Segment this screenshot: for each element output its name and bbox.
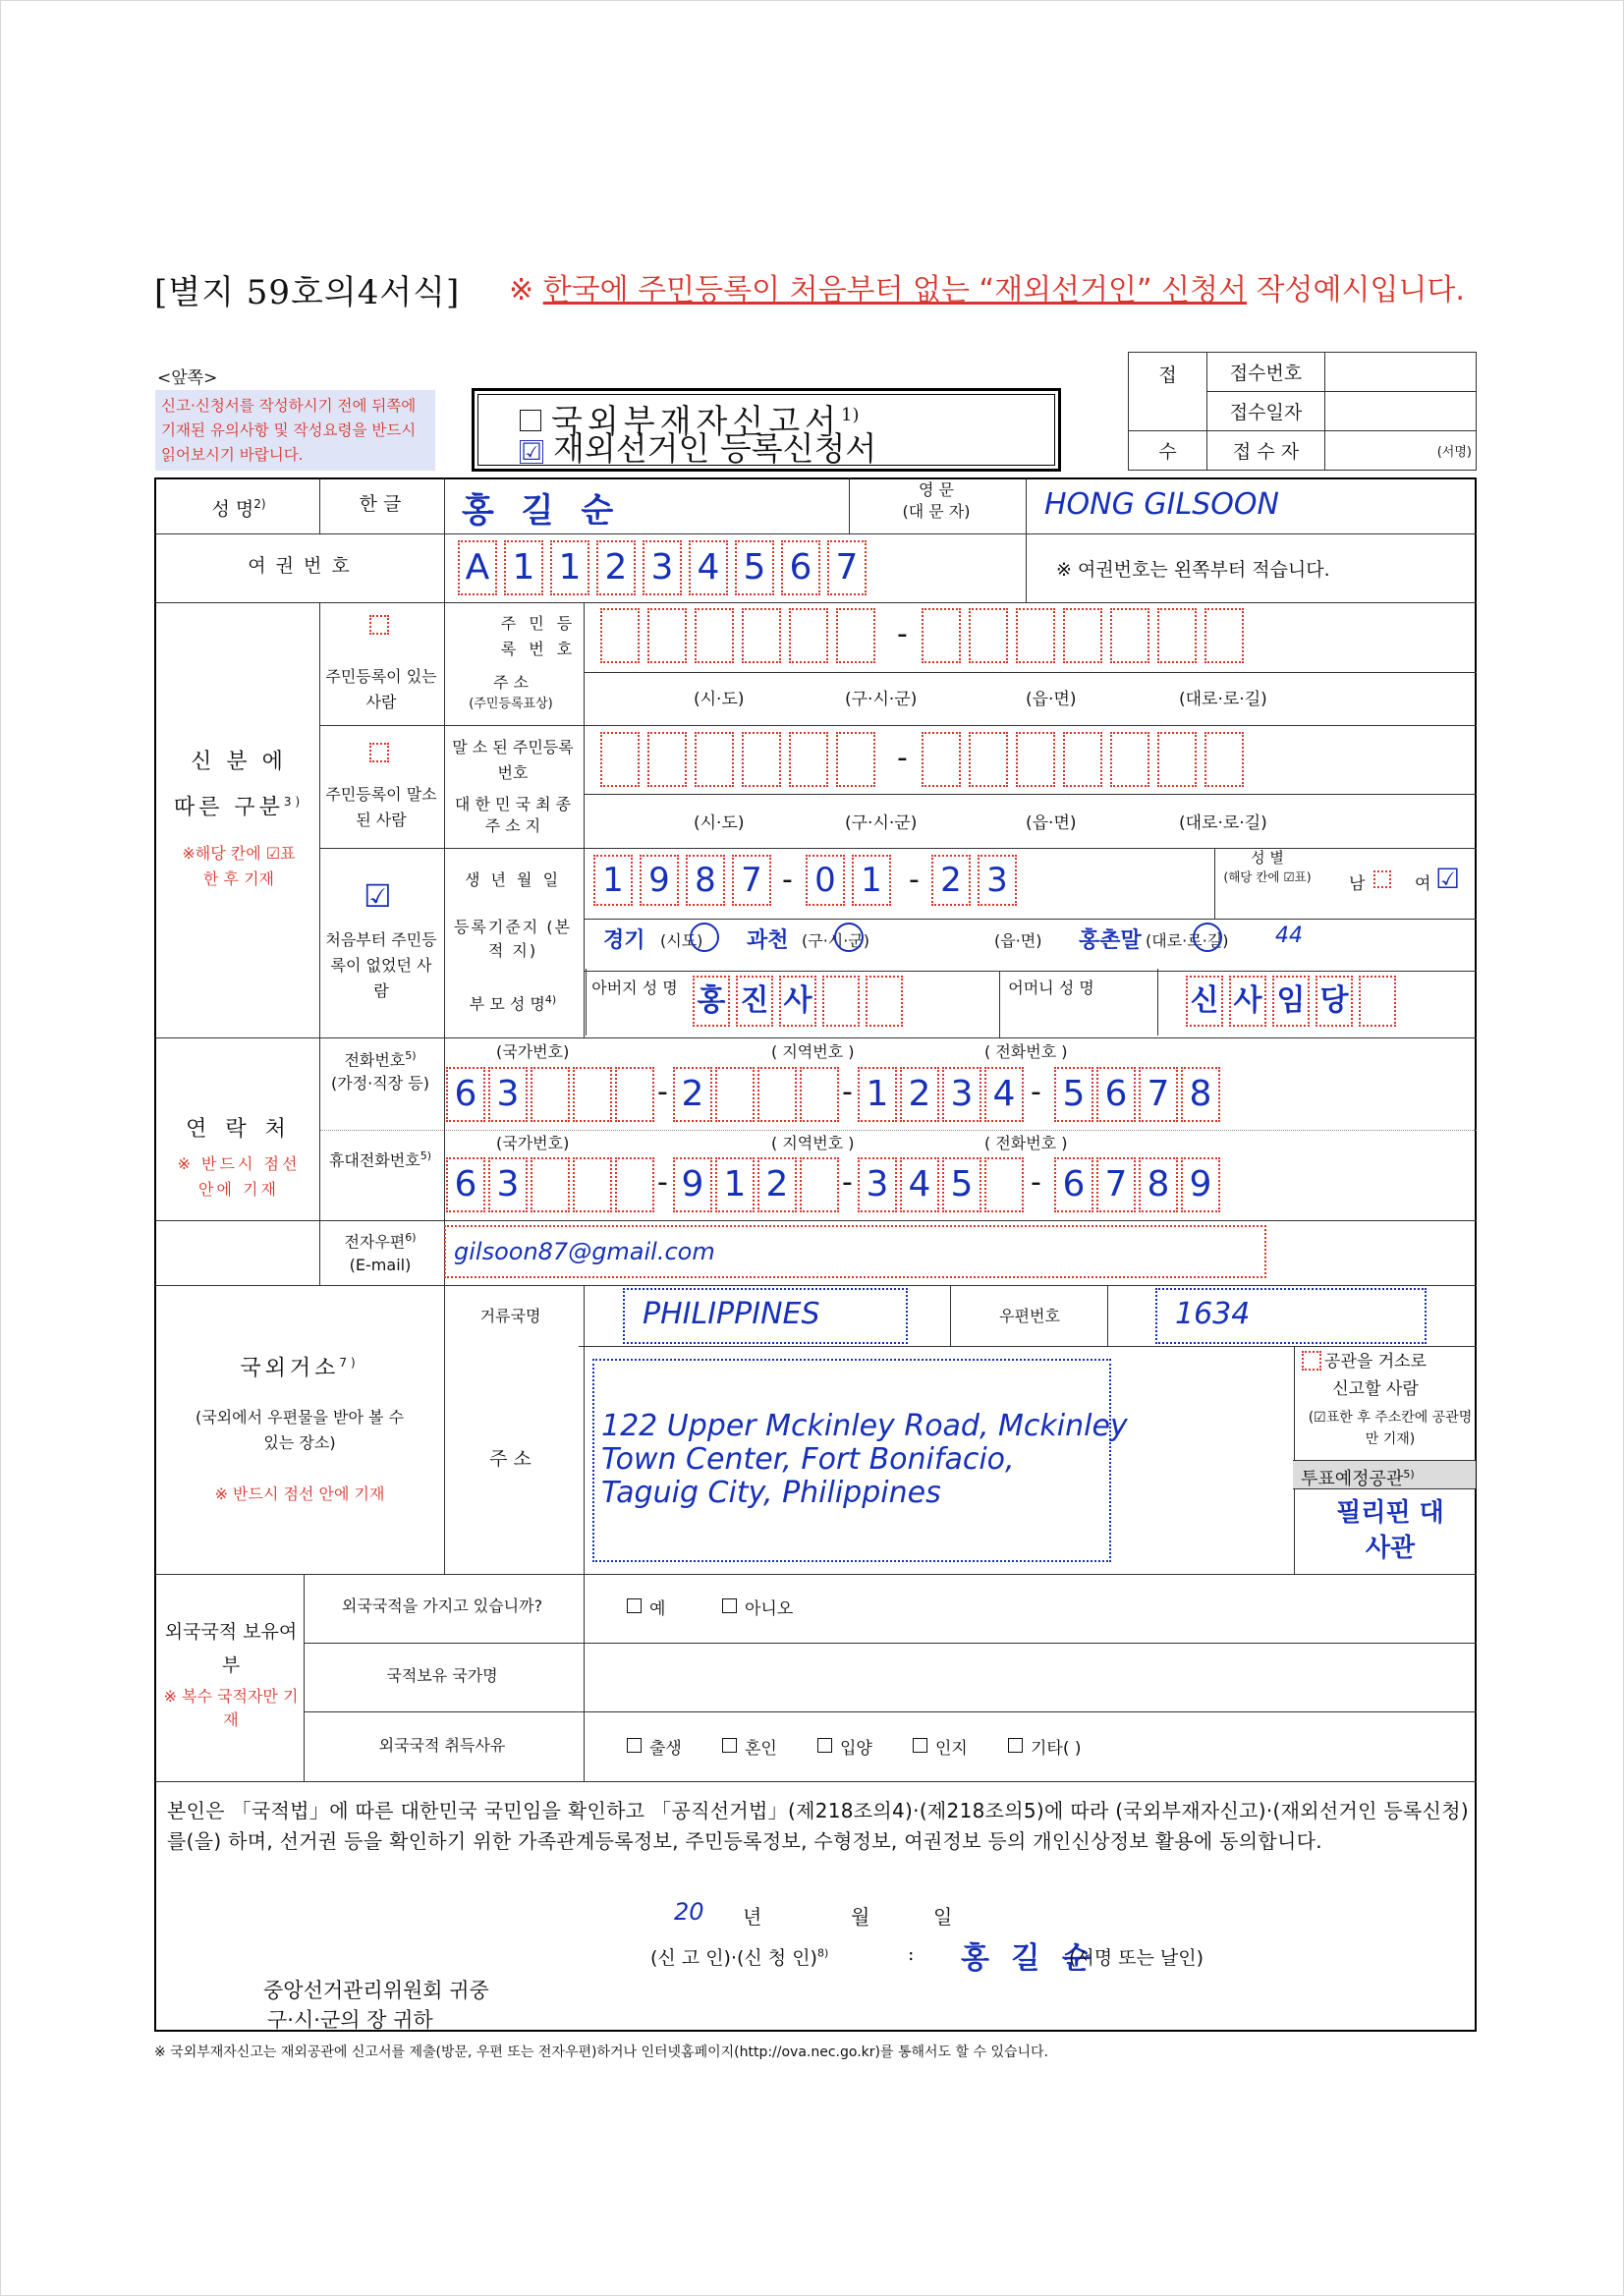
mobile-country-box[interactable]: 6 xyxy=(446,1157,485,1212)
mother-char-box[interactable]: 사 xyxy=(1229,976,1266,1027)
cancelled-label: 주민등록이 말소된 사람 xyxy=(325,785,437,829)
abroad-label xyxy=(157,1350,442,1381)
origin-label: 등록기준지 (본 적 지) xyxy=(453,918,573,960)
abroad-address-line1: 122 Upper Mckinley Road, Mckinley xyxy=(601,1409,1128,1443)
foreign-reason-label: 혼인 xyxy=(745,1739,777,1759)
passport-char-box[interactable]: 4 xyxy=(689,540,728,595)
abroad-address-line3: Taguig City, Philippines xyxy=(601,1476,941,1510)
passport-label: 여 권 번 호 xyxy=(248,555,352,577)
receipt-no-label: 접수번호 xyxy=(1207,353,1325,392)
email-label-text: 전자우편 xyxy=(344,1232,406,1252)
father-char-box[interactable]: 진 xyxy=(736,976,773,1027)
foreign-reason-label: 인지 xyxy=(935,1739,968,1759)
form-number: [별지 59호의4서식] xyxy=(154,273,461,312)
has-registration-checkbox[interactable] xyxy=(369,615,389,635)
passport-char-box[interactable]: A xyxy=(458,540,497,595)
mobile-no1-box[interactable] xyxy=(984,1157,1024,1212)
passport-char-box[interactable]: 2 xyxy=(596,540,636,595)
phone-no2-box[interactable]: 7 xyxy=(1139,1067,1178,1122)
foreign-nationality-hint: ※ 복수 국적자만 기재 xyxy=(163,1687,299,1729)
parents-label-text: 부 모 성 명 xyxy=(469,994,545,1014)
phone-no2-box[interactable]: 5 xyxy=(1054,1067,1093,1122)
sex-male-label: 남 xyxy=(1349,874,1366,894)
mobile-no1-box[interactable]: 4 xyxy=(900,1157,939,1212)
phone-country-box[interactable] xyxy=(573,1067,612,1122)
origin-ro-circle xyxy=(1193,923,1222,952)
example-note xyxy=(509,265,1465,308)
sex-female-checkbox[interactable]: ☑ xyxy=(1435,863,1461,895)
abroad-address-value[interactable] xyxy=(601,1410,1128,1510)
passport-char-box[interactable]: 3 xyxy=(643,540,682,595)
zip-value[interactable]: 1634 xyxy=(1175,1297,1251,1331)
decl-signer-label-text: (신 고 인)·(신 청 인) xyxy=(650,1947,817,1969)
identity-label-line1: 신 분 에 xyxy=(191,750,287,774)
phone-no2-box[interactable]: 8 xyxy=(1181,1067,1220,1122)
residence-country-value[interactable]: PHILIPPINES xyxy=(643,1297,820,1331)
cancelled-digit-box[interactable] xyxy=(1157,732,1197,787)
decl-day-label: 일 xyxy=(933,1905,953,1929)
origin-sido-suffix: (시도) xyxy=(660,931,703,950)
sex-label xyxy=(1218,847,1316,886)
resident-dash: - xyxy=(897,617,908,651)
phone-no2-box[interactable]: 6 xyxy=(1096,1067,1136,1122)
checkbox-empty-icon[interactable] xyxy=(722,1598,737,1613)
dob-year-box[interactable]: 7 xyxy=(732,855,771,906)
phone-label-sub: (가정·직장 등) xyxy=(331,1074,429,1093)
receipt-receiver-label: 접 수 자 xyxy=(1207,431,1325,471)
phone-dash-1: - xyxy=(657,1075,668,1109)
phone-area-box[interactable] xyxy=(757,1067,797,1122)
never-registered-label: 처음부터 주민등록이 없었던 사람 xyxy=(325,930,437,1000)
father-label: 아버지 성 명 xyxy=(591,979,678,997)
mobile-number-label: ( 전화번호 ) xyxy=(984,1134,1068,1152)
name-english-label-text: 영 문 xyxy=(919,480,954,499)
cancelled-digit-box[interactable] xyxy=(922,732,961,787)
phone-dash-2: - xyxy=(842,1075,853,1109)
passport-char-box[interactable]: 1 xyxy=(550,540,589,595)
passport-char-box[interactable]: 5 xyxy=(735,540,774,595)
mother-divider xyxy=(1157,969,1158,1036)
checkbox-empty-icon[interactable] xyxy=(520,410,541,431)
title-overseas-label: 재외선거인 등록신청서 xyxy=(553,429,877,468)
origin-eup: (읍·면) xyxy=(994,931,1042,950)
receipt-date-label: 접수일자 xyxy=(1207,392,1325,431)
resident-digit-box[interactable] xyxy=(600,608,640,663)
sex-female-label: 여 xyxy=(1415,874,1431,894)
mother-label: 어머니 성 명 xyxy=(1008,979,1094,997)
resident-digit-box[interactable] xyxy=(1063,608,1102,663)
title-absentee-label: 국외부재자신고서 xyxy=(551,402,842,440)
resident-digit-box[interactable] xyxy=(742,608,781,663)
cancelled-digit-box[interactable] xyxy=(789,732,828,787)
dob-year-box[interactable]: 8 xyxy=(686,855,725,906)
embassy-hint: (☑표한 후 주소칸에 공관명만 기재) xyxy=(1308,1410,1473,1447)
name-english-value[interactable]: HONG GILSOON xyxy=(1044,487,1279,522)
name-footnote: 2) xyxy=(253,497,266,511)
receipt-sign-label: (서명) xyxy=(1325,431,1477,471)
checkbox-empty-icon[interactable] xyxy=(817,1738,832,1753)
cancelled-dash: - xyxy=(897,741,908,775)
phone-number-label: ( 전화번호 ) xyxy=(984,1042,1068,1061)
identity-label xyxy=(157,743,320,827)
last-address-sido: (시·도) xyxy=(694,813,745,833)
resident-digit-box[interactable] xyxy=(1110,608,1149,663)
phone-footnote: 5) xyxy=(405,1049,417,1062)
foreign-reason-label: 입양 xyxy=(840,1739,872,1759)
cancelled-digit-box[interactable] xyxy=(1063,732,1102,787)
vote-embassy-value[interactable]: 필리핀 대사관 xyxy=(1336,1498,1444,1563)
never-registered-checkbox[interactable]: ☑ xyxy=(364,877,392,915)
mother-char-box[interactable]: 임 xyxy=(1272,976,1310,1027)
dob-day-box[interactable]: 3 xyxy=(978,855,1017,906)
identity-label-line2: 따른 구분 xyxy=(173,795,284,820)
name-label xyxy=(157,491,320,522)
mobile-country-box[interactable] xyxy=(531,1157,570,1212)
foreign-no-label: 아니오 xyxy=(745,1599,794,1619)
email-value[interactable]: gilsoon87@gmail.com xyxy=(444,1225,1266,1278)
foreign-q1: 외국국적을 가지고 있습니까? xyxy=(341,1596,543,1615)
dob-day-box[interactable]: 2 xyxy=(931,855,971,906)
identity-footnote: 3) xyxy=(283,795,305,809)
phone-country-box[interactable] xyxy=(615,1067,654,1122)
title-footnote: 1) xyxy=(841,405,860,425)
phone-country-box[interactable] xyxy=(531,1067,570,1122)
checkbox-empty-icon[interactable] xyxy=(627,1738,642,1753)
resident-digit-box[interactable] xyxy=(695,608,734,663)
identity-hint-line2: 한 후 기재 xyxy=(203,869,274,888)
father-char-box[interactable]: 사 xyxy=(779,976,816,1027)
title-option-overseas[interactable] xyxy=(520,429,877,468)
phone-no1-box[interactable]: 2 xyxy=(900,1067,939,1122)
email-label xyxy=(318,1226,442,1277)
decl-year[interactable]: 20 xyxy=(674,1898,704,1926)
origin-gun-circle xyxy=(834,923,864,952)
declaration-text: 본인은 「국적법」에 따른 대한민국 국민임을 확인하고 「공직선거법」(제218조의4)·(제218조의5)에 따라 (국외부재자신고)·(재외선거인 등록신청)를(을) 하며, 선거권 등을 확인하기 위한 가족관계등록정보, 주민등록정보, 수형정보, 여권정보 등의 개인신상정보 활용에 동의합니다. xyxy=(167,1799,1469,1853)
mobile-dash-1: - xyxy=(657,1165,668,1200)
mobile-label xyxy=(318,1145,442,1172)
mobile-area-box[interactable]: 1 xyxy=(715,1157,755,1212)
last-address-eupmyeon: (읍·면) xyxy=(1026,813,1077,833)
cancelled-digit-box[interactable] xyxy=(742,732,781,787)
foreign-country-value[interactable] xyxy=(589,1641,1474,1709)
mobile-country-box[interactable]: 3 xyxy=(488,1157,528,1212)
dob-label: 생 년 월 일 xyxy=(464,870,562,889)
name-english-sub: (대 문 자) xyxy=(902,502,971,521)
abroad-label-text: 국외거소 xyxy=(240,1356,340,1381)
abroad-address-label: 주 소 xyxy=(489,1448,532,1470)
foreign-no-option[interactable] xyxy=(722,1595,793,1619)
decl-signer-footnote: 8) xyxy=(816,1946,829,1960)
phone-country-box[interactable]: 6 xyxy=(446,1067,485,1122)
phone-no1-box[interactable]: 4 xyxy=(984,1067,1024,1122)
address-gusigun: (구·시·군) xyxy=(845,690,918,709)
addressee-line2: 구·시·군의 장 귀하 xyxy=(267,2008,433,2032)
abroad-address-line2: Town Center, Fort Bonifacio, xyxy=(601,1442,1015,1477)
foreign-reason-option[interactable] xyxy=(627,1734,682,1759)
mobile-label-text: 휴대전화번호 xyxy=(328,1150,420,1170)
mobile-area-code-label: ( 지역번호 ) xyxy=(771,1134,855,1152)
phone-country-code-label: (국가번호) xyxy=(496,1042,570,1061)
foreign-reason-option[interactable] xyxy=(1008,1734,1082,1759)
cancelled-digit-box[interactable] xyxy=(1110,732,1149,787)
phone-country-box[interactable]: 3 xyxy=(488,1067,528,1122)
cancelled-digit-box[interactable] xyxy=(647,732,687,787)
form-title-box xyxy=(472,388,1061,472)
example-note-prefix: ※ xyxy=(509,273,543,308)
mobile-country-code-label: (국가번호) xyxy=(496,1134,570,1152)
foreign-reason-option[interactable] xyxy=(817,1734,872,1759)
decl-signer-value[interactable]: 홍 길 순 xyxy=(961,1941,1096,1976)
residence-country-label: 거류국명 xyxy=(479,1307,541,1325)
dob-dash-2: - xyxy=(909,863,920,897)
origin-sido-circle xyxy=(690,923,719,952)
name-english-label xyxy=(848,479,1025,523)
footnote: ※ 국외부재자신고는 재외공관에 신고서를 제출(방문, 우편 또는 전자우편)하거나 인터넷홈페이지(http://ova.nec.go.kr)를 통해서도 할 수 있습니다. xyxy=(154,2044,1048,2060)
cancelled-digit-box[interactable] xyxy=(1204,732,1244,787)
abroad-sub: (국외에서 우편물을 받아 볼 수 있는 장소) xyxy=(195,1408,405,1452)
foreign-yes-option[interactable] xyxy=(627,1595,665,1619)
mobile-no2-box[interactable]: 9 xyxy=(1181,1157,1220,1212)
mobile-no2-box[interactable]: 6 xyxy=(1054,1157,1093,1212)
origin-ro[interactable]: 홍촌말 xyxy=(1079,928,1142,953)
address-label-sub: (주민등록표상) xyxy=(469,697,553,711)
cancelled-number-label: 말 소 된 주민등록번호 xyxy=(452,738,574,782)
mobile-country-box[interactable] xyxy=(573,1157,612,1212)
mobile-area-box[interactable]: 9 xyxy=(673,1157,712,1212)
embassy-check-label: 공관을 거소로 신고할 사람 xyxy=(1324,1352,1427,1399)
vote-embassy-footnote: 5) xyxy=(1403,1468,1415,1481)
vote-embassy-label-text: 투표예정공관 xyxy=(1301,1469,1404,1489)
sex-male-checkbox[interactable] xyxy=(1373,870,1391,888)
address-label-text: 주 소 xyxy=(493,673,529,692)
decl-signer-label xyxy=(650,1943,828,1970)
phone-area-box[interactable] xyxy=(800,1067,839,1122)
foreign-nationality-label: 외국국적 보유여부 xyxy=(164,1621,298,1676)
dob-dash-1: - xyxy=(782,863,793,897)
phone-no1-box[interactable]: 3 xyxy=(942,1067,981,1122)
mobile-no1-box[interactable]: 3 xyxy=(858,1157,897,1212)
last-address-gusigun: (구·시·군) xyxy=(845,813,918,833)
foreign-reason-label: 기타( ) xyxy=(1031,1739,1082,1759)
cancelled-checkbox[interactable] xyxy=(369,743,389,762)
contact-hint: ※ 반드시 점선 안에 기재 xyxy=(177,1154,301,1199)
checkbox-checked-icon[interactable]: ☑ xyxy=(521,438,542,466)
mother-char-box[interactable]: 신 xyxy=(1186,976,1223,1027)
passport-note: ※ 여권번호는 왼쪽부터 적습니다. xyxy=(1056,559,1330,581)
receipt-date-value[interactable] xyxy=(1325,392,1477,431)
identity-hint xyxy=(157,841,320,892)
contact-label: 연 락 처 xyxy=(186,1117,292,1142)
front-side-label: <앞쪽> xyxy=(157,368,218,388)
parents-footnote: 4) xyxy=(544,993,557,1006)
foreign-reason-label: 출생 xyxy=(649,1739,682,1759)
mobile-area-box[interactable]: 2 xyxy=(757,1157,797,1212)
mobile-no1-box[interactable]: 5 xyxy=(942,1157,981,1212)
mobile-dash-3: - xyxy=(1031,1165,1041,1200)
mobile-footnote: 5) xyxy=(420,1149,432,1162)
father-char-box[interactable]: 홍 xyxy=(693,976,730,1027)
checkbox-empty-icon[interactable] xyxy=(722,1738,737,1753)
resident-digit-box[interactable] xyxy=(969,608,1008,663)
cancelled-digit-box[interactable] xyxy=(695,732,734,787)
origin-sido[interactable]: 경기 xyxy=(603,928,645,953)
phone-area-box[interactable] xyxy=(715,1067,755,1122)
foreign-q2: 국적보유 국가명 xyxy=(386,1666,498,1685)
email-label-sub: (E-mail) xyxy=(349,1256,412,1275)
decl-colon: : xyxy=(908,1943,915,1965)
mobile-no2-box[interactable]: 8 xyxy=(1139,1157,1178,1212)
phone-area-box[interactable]: 2 xyxy=(673,1067,712,1122)
name-korean-value[interactable]: 홍 길 순 xyxy=(462,491,622,531)
last-address-label: 대 한 민 국 최 종 주 소 지 xyxy=(454,795,572,835)
phone-no1-box[interactable]: 1 xyxy=(858,1067,897,1122)
notice-box: 신고·신청서를 작성하시기 전에 뒤쪽에 기재된 유의사항 및 작성요령을 반드시 읽어보시기 바랍니다. xyxy=(155,390,435,471)
dob-month-box[interactable]: 0 xyxy=(806,855,845,906)
vote-embassy-label xyxy=(1293,1460,1476,1489)
parents-label xyxy=(448,987,578,1017)
sex-label-text: 성 별 xyxy=(1251,849,1284,867)
address-label xyxy=(452,672,570,715)
sex-label-sub: (해당 칸에 ☑표) xyxy=(1223,869,1312,884)
address-daero: (대로·로·길) xyxy=(1179,690,1267,709)
foreign-yes-label: 예 xyxy=(649,1599,666,1619)
checkbox-empty-icon[interactable] xyxy=(627,1598,642,1613)
phone-label-text: 전화번호 xyxy=(344,1050,406,1070)
resident-digit-box[interactable] xyxy=(789,608,828,663)
receipt-no-value[interactable] xyxy=(1325,353,1477,392)
checkbox-empty-icon[interactable] xyxy=(913,1738,927,1753)
father-char-box[interactable] xyxy=(866,976,903,1027)
address-sido: (시·도) xyxy=(694,690,745,709)
resident-digit-box[interactable] xyxy=(1204,608,1244,663)
zip-label: 우편번호 xyxy=(999,1307,1060,1325)
passport-char-box[interactable]: 6 xyxy=(781,540,820,595)
mother-char-box[interactable] xyxy=(1359,976,1396,1027)
identity-hint-line1: ※해당 칸에 ☑표 xyxy=(182,844,296,863)
resident-digit-box[interactable] xyxy=(922,608,961,663)
passport-char-box[interactable]: 7 xyxy=(827,540,867,595)
decl-sign-label: (서명 또는 날인) xyxy=(1069,1947,1204,1969)
receipt-side-bottom: 수 xyxy=(1129,431,1207,471)
father-char-box[interactable] xyxy=(822,976,860,1027)
mobile-no2-box[interactable]: 7 xyxy=(1096,1157,1136,1212)
decl-month-label: 월 xyxy=(851,1905,870,1929)
foreign-q3: 외국국적 취득사유 xyxy=(378,1736,506,1755)
resident-digit-box[interactable] xyxy=(1016,608,1055,663)
origin-gun-suffix: (구·시·군) xyxy=(802,931,870,950)
has-registration-label: 주민등록이 있는 사람 xyxy=(325,667,437,711)
dob-month-box[interactable]: 1 xyxy=(852,855,891,906)
mother-char-box[interactable]: 당 xyxy=(1316,976,1353,1027)
example-note-underlined: 한국에 주민등록이 처음부터 없는 “재외선거인” 신청서 xyxy=(542,273,1248,308)
addressee-line1: 중앙선거관리위원회 귀중 xyxy=(263,1979,489,2002)
cancelled-digit-box[interactable] xyxy=(969,732,1008,787)
phone-label xyxy=(318,1044,442,1095)
receipt-side-top: 접 xyxy=(1129,353,1207,431)
decl-year-label: 년 xyxy=(743,1905,762,1929)
origin-gun[interactable]: 과천 xyxy=(747,928,789,953)
foreign-reason-option[interactable] xyxy=(913,1734,968,1759)
name-label-text: 성 명 xyxy=(211,498,254,521)
abroad-footnote: 7) xyxy=(339,1356,360,1370)
mobile-country-box[interactable] xyxy=(615,1157,654,1212)
resident-digit-box[interactable] xyxy=(836,608,875,663)
receipt-table xyxy=(1128,352,1477,471)
example-note-suffix: 작성예시입니다. xyxy=(1247,273,1465,308)
resident-digit-box[interactable] xyxy=(1157,608,1197,663)
dob-year-box[interactable]: 1 xyxy=(593,855,633,906)
resident-number-label: 주 민 등 록 번 호 xyxy=(500,614,577,658)
resident-digit-box[interactable] xyxy=(647,608,687,663)
origin-ro-suffix: (대로·로·길) xyxy=(1146,931,1229,950)
phone-area-code-label: ( 지역번호 ) xyxy=(771,1042,855,1061)
abroad-hint: ※ 반드시 점선 안에 기재 xyxy=(214,1484,385,1503)
passport-char-box[interactable]: 1 xyxy=(504,540,543,595)
last-address-daero: (대로·로·길) xyxy=(1179,813,1267,833)
cancelled-digit-box[interactable] xyxy=(600,732,640,787)
address-eupmyeon: (읍·면) xyxy=(1026,690,1077,709)
email-footnote: 6) xyxy=(405,1231,417,1244)
dob-year-box[interactable]: 9 xyxy=(640,855,679,906)
cancelled-digit-box[interactable] xyxy=(1016,732,1055,787)
mobile-area-box[interactable] xyxy=(800,1157,839,1212)
name-korean-label: 한 글 xyxy=(359,493,402,515)
origin-number[interactable]: 44 xyxy=(1275,924,1303,948)
checkbox-empty-icon[interactable] xyxy=(1008,1738,1023,1753)
phone-dash-3: - xyxy=(1031,1075,1041,1109)
mobile-dash-2: - xyxy=(842,1165,853,1200)
cancelled-digit-box[interactable] xyxy=(836,732,875,787)
foreign-reason-option[interactable] xyxy=(722,1734,777,1759)
